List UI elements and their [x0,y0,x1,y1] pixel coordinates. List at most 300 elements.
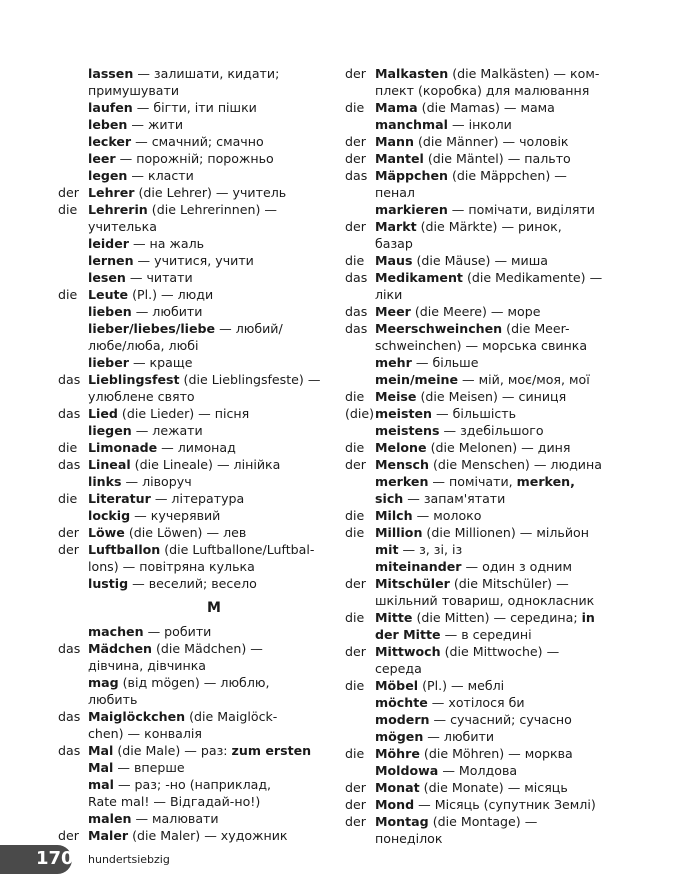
entry-article: der [345,151,366,166]
headword: mehr [375,355,412,370]
dictionary-entry [58,167,340,184]
entry-line [88,657,340,674]
entry-article: der [58,542,79,557]
entry-line [88,252,340,269]
entry-line [88,793,340,810]
entry-line [375,65,627,82]
dictionary-entry [58,623,340,640]
entry-line [375,303,627,320]
translation-text: (die Mitten) — середина; [412,610,582,625]
headword: Lieblingsfest [88,372,180,387]
headword: lieber [88,355,129,370]
dictionary-entry [345,643,627,677]
entry-article [345,371,375,388]
translation-text: — читати [125,270,193,285]
translation-text: — помічати, [428,474,517,489]
entry-body [88,371,340,405]
entry-line [88,354,340,371]
headword: Melone [375,440,427,455]
headword: Literatur [88,491,151,506]
dictionary-entry [58,507,340,524]
entry-line [88,674,340,691]
headword: Mitschüler [375,576,450,591]
entry-line [88,184,340,201]
entry-article [58,303,88,320]
dictionary-entry [58,269,340,286]
entry-line [88,640,340,657]
entry-line [375,592,627,609]
entry-line [88,303,340,320]
entry-line [88,218,340,235]
entry-line [375,762,627,779]
dictionary-entry [58,456,340,473]
page-number: 170 [36,848,74,869]
entry-line [88,575,340,592]
headword: mögen [375,729,424,744]
translation-text: (die Lehrerinnen) — [147,202,277,217]
entry-body [88,269,340,286]
headword: in [581,610,595,625]
entry-body [375,541,627,558]
entry-body [375,643,627,677]
entry-article [58,507,88,524]
dictionary-entry [345,728,627,745]
translation-text: (die Montage) — [428,814,538,829]
entry-body [375,575,627,609]
entry-article: die [58,440,78,455]
dictionary-entry [58,473,340,490]
translation-text: (die Lehrer) — учитель [134,185,287,200]
entry-article [345,354,375,371]
entry-article [345,541,375,558]
entry-body [88,354,340,371]
dictionary-entry [58,286,340,303]
right-column [345,65,627,847]
entry-article [58,116,88,133]
entry-body [375,99,627,116]
entry-article: der [345,814,366,829]
dictionary-entry [58,674,340,708]
dictionary-entry [345,201,627,218]
entry-line [88,371,340,388]
dictionary-entry [58,320,340,354]
entry-line [375,184,627,201]
translation-text: — краще [128,355,193,370]
headword: lernen [88,253,134,268]
headword: Mantel [375,151,424,166]
entry-line [375,694,627,711]
entry-line [88,708,340,725]
entry-line [88,439,340,456]
dictionary-entry [58,640,340,674]
headword: Mitte [375,610,413,625]
entry-article: das [345,270,368,285]
entry-line [375,439,627,456]
translation-text: — один з одним [461,559,572,574]
translation-text: (die Meer- [502,321,570,336]
entry-line [88,116,340,133]
entry-body [88,99,340,116]
translation-text: улюблене свято [88,389,195,404]
entry-line [375,660,627,677]
translation-text: — на жаль [128,236,205,251]
entry-line [88,776,340,793]
headword: mal [88,777,114,792]
entry-body [88,422,340,439]
entry-article: der [345,66,366,81]
entry-line [375,813,627,830]
entry-line [375,422,627,439]
dictionary-entry [58,439,340,456]
entry-article [58,320,88,354]
entry-line [88,65,340,82]
dictionary-entry [58,354,340,371]
headword: Möbel [375,678,419,693]
headword: lieber/liebes/liebe [88,321,216,336]
entry-article [345,201,375,218]
translation-text: — Молдова [438,763,518,778]
dictionary-entry [58,810,340,827]
headword: manchmal [375,117,448,132]
entry-line [88,320,340,337]
entry-line [375,201,627,218]
headword: zum ersten [231,743,312,758]
dictionary-entry [345,745,627,762]
entry-body [375,609,627,643]
translation-text: (die Millionen) — мільйон [422,525,589,540]
dictionary-entry [345,150,627,167]
headword: meistens [375,423,440,438]
entry-body [88,405,340,422]
entry-body [88,827,340,844]
translation-text: (die Menschen) — людина [428,457,602,472]
entry-line [88,422,340,439]
translation-text: — любити [131,304,203,319]
translation-text: (die Maler) — художник [128,828,288,843]
headword: Mäppchen [375,168,448,183]
headword: Leute [88,287,129,302]
translation-text: (die Lieblingsfeste) — [179,372,321,387]
entry-line [375,116,627,133]
entry-line [375,609,627,626]
translation-text: — смачний; смачно [131,134,264,149]
entry-article [345,762,375,779]
entry-body [375,65,627,99]
headword: liegen [88,423,132,438]
dictionary-entry [58,742,340,776]
entry-article: das [345,168,368,183]
dictionary-entry [58,201,340,235]
entry-article: der [345,644,366,659]
headword: Luftballon [88,542,161,557]
entry-body [375,694,627,711]
entry-body [375,269,627,303]
dictionary-entry [345,218,627,252]
translation-text: середа [375,661,422,676]
headword: Maiglöckchen [88,709,186,724]
headword: Mal [88,743,114,758]
translation-text: — з, зі, із [398,542,463,557]
entry-line [88,82,340,99]
translation-text: (die Malkästen) — ком- [448,66,600,81]
translation-text: — інколи [447,117,512,132]
translation-text: — залишати, кидати; [133,66,280,81]
entry-line [88,286,340,303]
dictionary-entry [345,320,627,354]
entry-body [88,524,340,541]
entry-line [88,524,340,541]
dictionary-entry [345,422,627,439]
headword: Mittwoch [375,644,441,659]
entry-line [88,235,340,252]
entry-body [375,116,627,133]
translation-text: пенал [375,185,415,200]
entry-line [88,759,340,776]
entry-line [88,456,340,473]
entry-body [375,388,627,405]
entry-article: der [345,219,366,234]
dictionary-entry [345,473,627,507]
translation-text: lons) — повітряна кулька [88,559,255,574]
headword: machen [88,624,144,639]
entry-body [88,116,340,133]
entry-article: die [58,202,78,217]
translation-text: дівчина, дівчинка [88,658,207,673]
headword: Mal [88,760,114,775]
entry-body [375,133,627,150]
entry-article: (die) [345,406,375,421]
translation-text: — сучасний; сучасно [429,712,572,727]
translation-text: (die Meisen) — синиця [416,389,567,404]
entry-line [375,490,627,507]
translation-text: chen) — конвалія [88,726,202,741]
dictionary-entry [58,827,340,844]
translation-text: (die Mamas) — мама [417,100,555,115]
entry-line [375,643,627,660]
entry-line [88,99,340,116]
entry-line [88,490,340,507]
dictionary-entry [58,303,340,320]
entry-article: der [58,828,79,843]
translation-text: — учитися, учити [133,253,254,268]
entry-article: der [345,780,366,795]
entry-body [375,201,627,218]
entry-body [375,473,627,507]
dictionary-entry [58,575,340,592]
entry-article: der [345,134,366,149]
headword: lesen [88,270,126,285]
entry-body [88,810,340,827]
entry-article [58,674,88,708]
entry-line [88,337,340,354]
entry-article: der [58,525,79,540]
entry-line [88,691,340,708]
translation-text: (die Melonen) — диня [426,440,571,455]
entry-article: der [58,185,79,200]
translation-text: (die Lineale) — лінійка [130,457,281,472]
translation-text: Rate mal! — Відгадай-но!) [88,794,261,809]
dictionary-entry [345,65,627,99]
entry-article [58,269,88,286]
headword: Lehrer [88,185,135,200]
translation-text: плект (коробка) для малювання [375,83,590,98]
dictionary-entry [58,422,340,439]
entry-line [375,677,627,694]
entry-body [88,320,340,354]
translation-text: ліки [375,287,403,302]
entry-line [88,507,340,524]
entry-line [375,286,627,303]
dictionary-entry [345,779,627,796]
dictionary-entry [345,609,627,643]
entry-body [88,776,340,810]
entry-article [58,422,88,439]
translation-text: — запам'ятати [403,491,506,506]
entry-body [88,150,340,167]
headword: lieben [88,304,132,319]
entry-line [375,524,627,541]
headword: leer [88,151,116,166]
translation-text: — більше [411,355,479,370]
entry-article: der [345,576,366,591]
entry-line [375,252,627,269]
entry-line [375,133,627,150]
translation-text: (від mögen) — люблю, [118,675,270,690]
entry-article: das [58,406,81,421]
entry-line [375,82,627,99]
translation-text: (die Monate) — місяць [419,780,568,795]
headword: mein/meine [375,372,459,387]
headword: Medikament [375,270,463,285]
headword: Lehrerin [88,202,148,217]
headword: Möhre [375,746,420,761]
translation-text: примушувати [88,83,180,98]
translation-text: — робити [143,624,212,639]
dictionary-entry [58,99,340,116]
translation-text: — більшість [432,406,517,421]
entry-line [375,337,627,354]
entry-body [88,303,340,320]
entry-line [375,575,627,592]
entry-article: das [58,372,81,387]
translation-text: (die Lieder) — пісня [117,406,250,421]
dictionary-entry [345,524,627,541]
headword: leider [88,236,129,251]
dictionary-entry [345,116,627,133]
entry-article [58,575,88,592]
translation-text: (die Mädchen) — [151,641,263,656]
headword: lockig [88,508,131,523]
entry-line [88,167,340,184]
entry-line [375,728,627,745]
entry-line [88,725,340,742]
entry-article [58,65,88,99]
headword: lassen [88,66,134,81]
entry-body [88,439,340,456]
entry-line [375,320,627,337]
entry-article: das [58,743,81,758]
entry-body [375,167,627,201]
headword: Mensch [375,457,429,472]
dictionary-entry [345,99,627,116]
translation-text: — мій, моє/моя, мої [458,372,590,387]
entry-article [58,133,88,150]
translation-text: (Pl.) — люди [128,287,214,302]
entry-line [375,473,627,490]
translation-text: любе/люба, любі [88,338,199,353]
entry-article [58,354,88,371]
entry-article [58,167,88,184]
left-entry-list [58,65,340,592]
entry-line [375,779,627,796]
entry-article [58,473,88,490]
headword: Mama [375,100,418,115]
entry-body [375,796,627,813]
headword: Mann [375,134,414,149]
entry-body [88,201,340,235]
entry-article [58,150,88,167]
dictionary-entry [345,813,627,847]
headword: lustig [88,576,129,591]
dictionary-entry [345,762,627,779]
entry-line [375,388,627,405]
entry-article [58,623,88,640]
translation-text: — помічати, виділяти [447,202,595,217]
headword: Moldowa [375,763,439,778]
headword: Montag [375,814,429,829]
entry-line [375,371,627,388]
entry-line [375,354,627,371]
entry-line [88,623,340,640]
entry-body [375,354,627,371]
entry-line [375,626,627,643]
entry-article [345,728,375,745]
dictionary-entry [58,252,340,269]
entry-body [88,235,340,252]
entry-line [88,150,340,167]
translation-text: — порожній; порожньо [115,151,274,166]
section-letter: M [207,600,221,616]
dictionary-entry [345,711,627,728]
dictionary-entry [345,541,627,558]
entry-line [88,558,340,575]
entry-body [375,745,627,762]
dictionary-entry [345,694,627,711]
headword: Malkasten [375,66,449,81]
headword: Monat [375,780,420,795]
headword: meisten [375,406,433,421]
headword: Maler [88,828,129,843]
entry-body [375,813,627,847]
translation-text: — класти [127,168,194,183]
entry-line [88,133,340,150]
entry-body [88,473,340,490]
entry-line [88,201,340,218]
entry-article [58,235,88,252]
translation-text: — література [150,491,245,506]
headword: merken [375,474,429,489]
translation-text: — Місяць (супутник Землі) [414,797,596,812]
headword: lecker [88,134,132,149]
entry-article: die [345,746,365,761]
left-column [58,65,340,844]
entry-body [88,575,340,592]
entry-line [88,388,340,405]
entry-line [375,507,627,524]
headword: miteinander [375,559,462,574]
entry-article: der [345,457,366,472]
dictionary-entry [345,439,627,456]
